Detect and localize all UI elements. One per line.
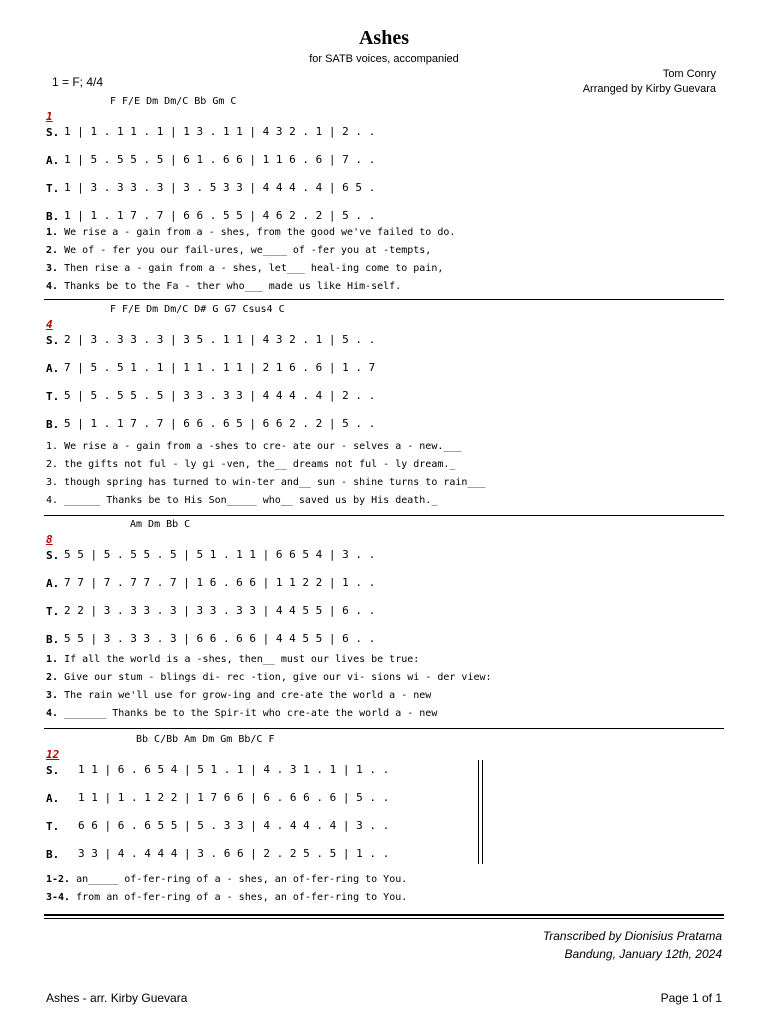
chord-line: Bb C/Bb Am Dm Gm Bb/C F [136, 734, 275, 745]
page-number: Page 1 of 1 [660, 991, 722, 1005]
lyric-verse-1 [46, 441, 461, 452]
measure-number: 8 [46, 533, 53, 546]
lyric-text: an_____ of-fer-ring of a - shes, an of-fer-ring to You. [76, 874, 408, 885]
arranger-credit: Arranged by Kirby Guevara [582, 83, 716, 95]
system-4 [0, 734, 768, 914]
soprano-notes: 1 1 | 6 . 6 5 4 | 5 1 . 1 | 4 . 3 1 . 1 | 1 . . [78, 763, 390, 776]
lyric-text: the gifts not ful - ly gi -ven, the__ dreams not ful - ly dream._ [64, 459, 456, 470]
system-divider [44, 515, 724, 516]
footer-left: Ashes - arr. Kirby Guevara [46, 991, 188, 1005]
soprano-notes: 2 | 3 . 3 3 . 3 | 3 5 . 1 1 | 4 3 2 . 1 | 5 . . [64, 333, 376, 346]
bass-notes: 1 | 1 . 1 7 . 7 | 6 6 . 5 5 | 4 6 2 . 2 | 5 . . [64, 209, 376, 222]
part-label-bass: B. [46, 418, 60, 431]
lyric-text: Give our stum - blings di- rec -tion, give our vi- sions wi - der view: [64, 672, 492, 683]
lyric-verse-3 [46, 690, 431, 701]
part-label-alto: A. [46, 577, 60, 590]
lyric-verse-4 [46, 495, 437, 506]
chord-line: Am Dm Bb C [130, 519, 191, 530]
part-label-soprano: S. [46, 764, 60, 777]
part-label-tenor: T. [46, 605, 60, 618]
lyric-verse-3 [46, 477, 486, 488]
alto-notes: 7 7 | 7 . 7 7 . 7 | 1 6 . 6 6 | 1 1 2 2 | 1 . . [64, 576, 376, 589]
verse-number: 1. [46, 227, 59, 238]
verse-number: 4. [46, 708, 59, 719]
verse-number: 3. [46, 263, 59, 274]
verse-number: 4. [46, 281, 59, 292]
chord-line: F F/E Dm Dm/C Bb Gm C [110, 96, 237, 107]
verse-number: 4. [46, 495, 59, 506]
chord-line: F F/E Dm Dm/C D# G G7 Csus4 C [110, 304, 285, 315]
lyric-text: We rise a - gain from a -shes to cre- ate our - selves a - new.___ [64, 441, 462, 452]
lyric-text: We rise a - gain from a - shes, from the good we've failed to do. [64, 227, 456, 238]
tenor-notes: 1 | 3 . 3 3 . 3 | 3 . 5 3 3 | 4 4 4 . 4 | 6 5 . [64, 181, 376, 194]
lyric-text: Thanks be to the Fa - ther who___ made us like Him-self. [64, 281, 402, 292]
alto-notes: 7 | 5 . 5 1 . 1 | 1 1 . 1 1 | 2 1 6 . 6 | 1 . 7 [64, 361, 376, 374]
lyric-text: Then rise a - gain from a - shes, let___ heal-ing come to pain, [64, 263, 444, 274]
bass-notes: 5 | 1 . 1 7 . 7 | 6 6 . 6 5 | 6 6 2 . 2 | 5 . . [64, 417, 376, 430]
verse-number: 1. [46, 654, 59, 665]
verse-number: 2. [46, 459, 59, 470]
alto-notes: 1 | 5 . 5 5 . 5 | 6 1 . 6 6 | 1 1 6 . 6 | 7 . . [64, 153, 376, 166]
verse-number: 3-4. [46, 892, 71, 903]
verse-number: 1. [46, 441, 59, 452]
part-label-soprano: S. [46, 126, 60, 139]
part-label-tenor: T. [46, 182, 60, 195]
soprano-notes: 5 5 | 5 . 5 5 . 5 | 5 1 . 1 1 | 6 6 5 4 | 3 . . [64, 548, 376, 561]
lyric-verse-1-2 [46, 874, 407, 885]
lyric-verse-4 [46, 708, 437, 719]
lyric-verse-2 [46, 245, 431, 256]
place-date: Bandung, January 12th, 2024 [564, 947, 722, 961]
bass-notes: 3 3 | 4 . 4 4 4 | 3 . 6 6 | 2 . 2 5 . 5 | 1 . . [78, 847, 390, 860]
system-2 [0, 304, 768, 514]
lyric-text: We of - fer you our fail-ures, we____ of -fer you at -tempts, [64, 245, 432, 256]
final-barline [478, 760, 479, 864]
lyric-verse-2 [46, 459, 455, 470]
system-divider [44, 728, 724, 729]
measure-number: 4 [46, 318, 53, 331]
verse-number: 2. [46, 245, 59, 256]
lyric-verse-3-4 [46, 892, 407, 903]
song-subtitle: for SATB voices, accompanied [309, 53, 459, 65]
part-label-alto: A. [46, 792, 60, 805]
lyric-text: from an of-fer-ring of a - shes, an of-fer-ring to You. [76, 892, 408, 903]
lyric-verse-3 [46, 263, 443, 274]
part-label-soprano: S. [46, 334, 60, 347]
system-1 [0, 96, 768, 300]
part-label-alto: A. [46, 154, 60, 167]
part-label-tenor: T. [46, 390, 60, 403]
verse-number: 1-2. [46, 874, 71, 885]
key-signature: 1 = F; 4/4 [52, 75, 104, 89]
verse-number: 3. [46, 477, 59, 488]
composer-credit: Tom Conry [662, 68, 716, 80]
part-label-tenor: T. [46, 820, 60, 833]
end-rule [44, 914, 724, 916]
measure-number: 12 [46, 748, 60, 761]
end-rule [44, 918, 724, 919]
tenor-notes: 6 6 | 6 . 6 5 5 | 5 . 3 3 | 4 . 4 4 . 4 | 3 . . [78, 819, 390, 832]
final-barline [482, 760, 483, 864]
tenor-notes: 2 2 | 3 . 3 3 . 3 | 3 3 . 3 3 | 4 4 5 5 | 6 . . [64, 604, 376, 617]
lyric-verse-1 [46, 227, 455, 238]
lyric-text: _______ Thanks be to the Spir-it who cre-ate the world a - new [64, 708, 438, 719]
lyric-text: If all the world is a -shes, then__ must our lives be true: [64, 654, 420, 665]
lyric-text: ______ Thanks be to His Son_____ who__ saved us by His death._ [64, 495, 438, 506]
part-label-soprano: S. [46, 549, 60, 562]
song-title: Ashes [358, 27, 409, 49]
part-label-bass: B. [46, 633, 60, 646]
system-divider [44, 299, 724, 300]
lyric-verse-1 [46, 654, 419, 665]
lyric-verse-2 [46, 672, 492, 683]
lyric-verse-4 [46, 281, 401, 292]
tenor-notes: 5 | 5 . 5 5 . 5 | 3 3 . 3 3 | 4 4 4 . 4 | 2 . . [64, 389, 376, 402]
verse-number: 3. [46, 690, 59, 701]
measure-number: 1 [46, 110, 53, 123]
part-label-bass: B. [46, 210, 60, 223]
alto-notes: 1 1 | 1 . 1 2 2 | 1 7 6 6 | 6 . 6 6 . 6 | 5 . . [78, 791, 390, 804]
part-label-alto: A. [46, 362, 60, 375]
part-label-bass: B. [46, 848, 60, 861]
transcriber-credit: Transcribed by Dionisius Pratama [542, 929, 722, 943]
lyric-text: though spring has turned to win-ter and__ sun - shine turns to rain___ [64, 477, 486, 488]
lyric-text: The rain we'll use for grow-ing and cre-ate the world a - new [64, 690, 432, 701]
soprano-notes: 1 | 1 . 1 1 . 1 | 1 3 . 1 1 | 4 3 2 . 1 | 2 . . [64, 125, 376, 138]
system-3 [0, 519, 768, 729]
verse-number: 2. [46, 672, 59, 683]
bass-notes: 5 5 | 3 . 3 3 . 3 | 6 6 . 6 6 | 4 4 5 5 | 6 . . [64, 632, 376, 645]
